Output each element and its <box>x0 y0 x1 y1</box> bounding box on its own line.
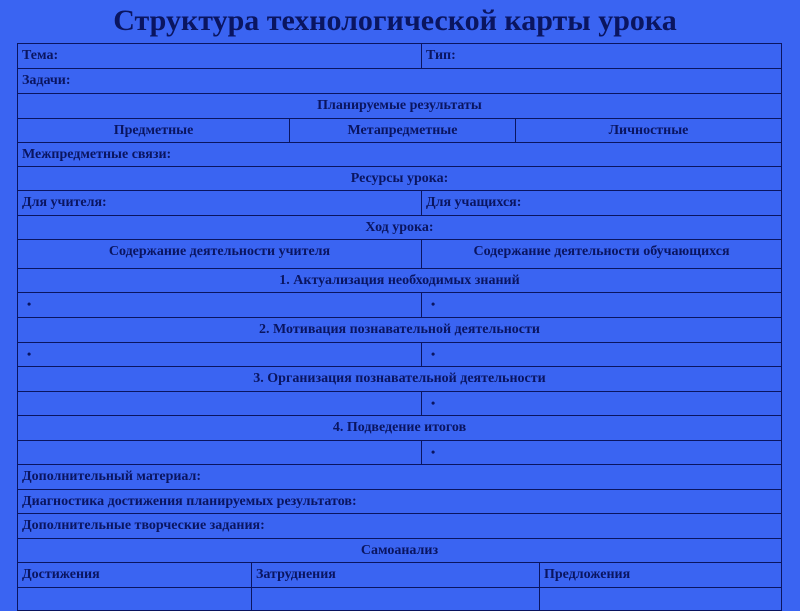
cell-dlya-uchashchihsya: Для учащихся: <box>422 191 781 216</box>
cell-tip: Тип: <box>422 44 781 69</box>
cell-stage-4: 4. Подведение итогов <box>18 416 781 441</box>
cell-lichnostnye: Личностные <box>516 119 781 143</box>
cell-predlozheniya-value <box>540 588 781 610</box>
cell-zadachi: Задачи: <box>18 69 781 94</box>
cell-stage-1-students: • <box>422 293 781 318</box>
cell-stage-2-teacher: • <box>18 343 422 367</box>
cell-predlozheniya: Предложения <box>540 563 781 588</box>
cell-zatrudneniya: Затруднения <box>252 563 540 588</box>
cell-stage-3: 3. Организация познавательной деятельности <box>18 367 781 392</box>
cell-stage-2-students: • <box>422 343 781 367</box>
cell-content-students: Содержание деятельности обучающихся <box>422 240 781 269</box>
cell-mezhpredmetnye: Межпредметные связи: <box>18 143 781 167</box>
cell-metapredmetnye: Метапредметные <box>290 119 516 143</box>
cell-content-teacher: Содержание деятельности учителя <box>18 240 422 269</box>
page-title: Структура технологической карты урока <box>113 4 677 37</box>
cell-diagnostika: Диагностика достижения планируемых результатов: <box>18 490 781 514</box>
cell-stage-1-teacher: • <box>18 293 422 318</box>
cell-zatrudneniya-value <box>252 588 540 610</box>
cell-stage-1: 1. Актуализация необходимых знаний <box>18 269 781 293</box>
cell-stage-2: 2. Мотивация познавательной деятельности <box>18 318 781 343</box>
cell-dostizheniya: Достижения <box>18 563 252 588</box>
cell-stage-4-students: • <box>422 441 781 465</box>
cell-predmetnye: Предметные <box>18 119 290 143</box>
cell-tvorcheskie: Дополнительные творческие задания: <box>18 514 781 539</box>
cell-stage-4-teacher <box>18 441 422 465</box>
cell-resursy: Ресурсы урока: <box>18 167 781 191</box>
cell-samoanaliz: Самоанализ <box>18 539 781 563</box>
cell-tema: Тема: <box>18 44 422 69</box>
cell-dop-material: Дополнительный материал: <box>18 465 781 490</box>
cell-hod-uroka: Ход урока: <box>18 216 781 240</box>
cell-planned-results: Планируемые результаты <box>18 94 781 119</box>
cell-dlya-uchitelya: Для учителя: <box>18 191 422 216</box>
cell-dostizheniya-value <box>18 588 252 610</box>
lesson-map-table <box>17 43 782 611</box>
cell-stage-3-teacher <box>18 392 422 416</box>
cell-stage-3-students: • <box>422 392 781 416</box>
